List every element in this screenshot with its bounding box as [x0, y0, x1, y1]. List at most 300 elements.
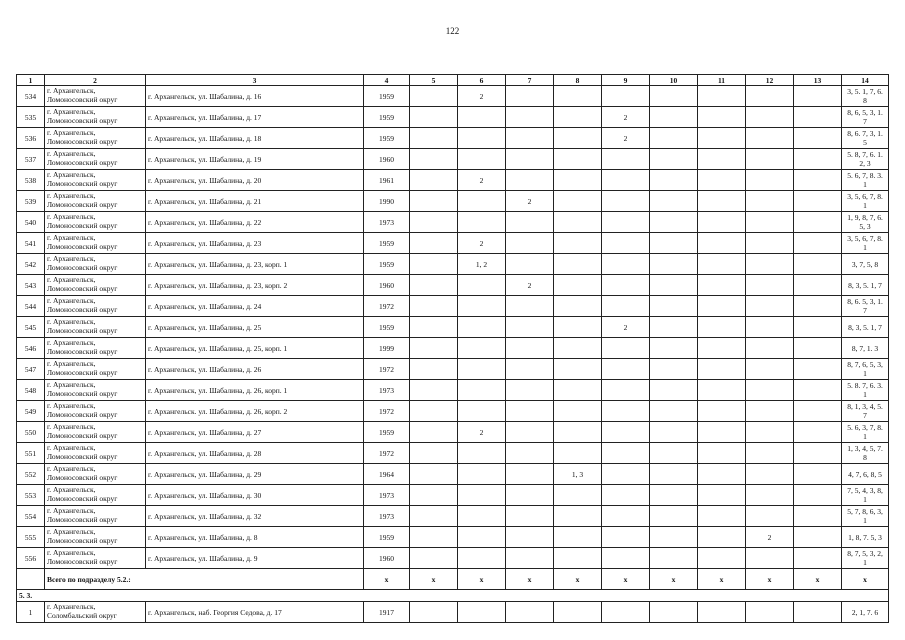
year-cell: 1959 — [364, 107, 410, 128]
col6-cell — [458, 380, 506, 401]
col10-cell — [650, 338, 698, 359]
col10-cell — [650, 191, 698, 212]
column-header-9: 9 — [602, 75, 650, 86]
codes-cell: 8, 7, 6, 5, 3, 1 — [842, 359, 889, 380]
col6-cell — [458, 359, 506, 380]
table-row — [17, 128, 889, 149]
column-header-11: 11 — [698, 75, 746, 86]
col13-cell — [794, 233, 842, 254]
codes-cell: 8, 6. 5, 3, 1. 7 — [842, 296, 889, 317]
col7-cell — [506, 107, 554, 128]
col12-cell — [746, 359, 794, 380]
col6-cell — [458, 443, 506, 464]
total-empty-cell — [17, 569, 45, 590]
col5-cell — [410, 602, 458, 623]
section-row — [17, 590, 889, 602]
table-row — [17, 602, 889, 623]
codes-cell: 3, 7, 5, 8 — [842, 254, 889, 275]
address-cell: г. Архангельск, ул. Шабалина, д. 25 — [146, 317, 364, 338]
col11-cell — [698, 464, 746, 485]
col8-cell — [554, 275, 602, 296]
total-value: x — [698, 569, 746, 590]
registry-table — [16, 74, 889, 623]
district-cell: г. Архангельск, Ломоносовский округ — [45, 275, 146, 296]
column-header-6: 6 — [458, 75, 506, 86]
row-number: 550 — [17, 422, 45, 443]
col11-cell — [698, 548, 746, 569]
col8-cell — [554, 401, 602, 422]
col7-cell — [506, 443, 554, 464]
col9-cell — [602, 464, 650, 485]
col9-cell — [602, 548, 650, 569]
col9-cell — [602, 401, 650, 422]
year-cell: 1959 — [364, 527, 410, 548]
col9-cell — [602, 212, 650, 233]
col5-cell — [410, 170, 458, 191]
total-value: x — [506, 569, 554, 590]
col8-cell — [554, 548, 602, 569]
year-cell: 1964 — [364, 464, 410, 485]
year-cell: 1972 — [364, 443, 410, 464]
col10-cell — [650, 485, 698, 506]
table-row — [17, 233, 889, 254]
col13-cell — [794, 191, 842, 212]
col13-cell — [794, 485, 842, 506]
col6-cell — [458, 464, 506, 485]
col9-cell — [602, 254, 650, 275]
col9-cell: 2 — [602, 128, 650, 149]
address-cell: г. Архангельск, ул. Шабалина, д. 26 — [146, 359, 364, 380]
address-cell: г. Архангельск, ул. Шабалина, д. 24 — [146, 296, 364, 317]
col5-cell — [410, 506, 458, 527]
col6-cell — [458, 275, 506, 296]
year-cell: 1973 — [364, 380, 410, 401]
col8-cell — [554, 359, 602, 380]
row-number: 543 — [17, 275, 45, 296]
col10-cell — [650, 107, 698, 128]
col12-cell — [746, 317, 794, 338]
col10-cell — [650, 275, 698, 296]
col12-cell — [746, 170, 794, 191]
col12-cell — [746, 401, 794, 422]
address-cell: г. Архангельск, ул. Шабалина, д. 28 — [146, 443, 364, 464]
col5-cell — [410, 317, 458, 338]
col12-cell — [746, 233, 794, 254]
codes-cell: 8, 7, 1. 3 — [842, 338, 889, 359]
table-row — [17, 170, 889, 191]
col6-cell — [458, 149, 506, 170]
address-cell: г. Архангельск, наб. Георгия Седова, д. 17 — [146, 602, 364, 623]
col11-cell — [698, 443, 746, 464]
row-number: 551 — [17, 443, 45, 464]
col10-cell — [650, 464, 698, 485]
col5-cell — [410, 212, 458, 233]
row-number: 536 — [17, 128, 45, 149]
year-cell: 1960 — [364, 548, 410, 569]
col9-cell — [602, 506, 650, 527]
column-header-5: 5 — [410, 75, 458, 86]
col9-cell: 2 — [602, 317, 650, 338]
col6-cell: 2 — [458, 422, 506, 443]
address-cell: г. Архангельск, ул. Шабалина, д. 29 — [146, 464, 364, 485]
col12-cell — [746, 107, 794, 128]
col10-cell — [650, 170, 698, 191]
col11-cell — [698, 128, 746, 149]
row-number: 1 — [17, 602, 45, 623]
col10-cell — [650, 86, 698, 107]
col10-cell — [650, 296, 698, 317]
district-cell: г. Архангельск, Ломоносовский округ — [45, 380, 146, 401]
col10-cell — [650, 548, 698, 569]
col13-cell — [794, 212, 842, 233]
district-cell: г. Архангельск, Ломоносовский округ — [45, 443, 146, 464]
district-cell: г. Архангельск, Ломоносовский округ — [45, 233, 146, 254]
year-cell: 1972 — [364, 401, 410, 422]
table-row — [17, 107, 889, 128]
table-row — [17, 86, 889, 107]
year-cell: 1959 — [364, 317, 410, 338]
district-cell: г. Архангельск, Ломоносовский округ — [45, 548, 146, 569]
col6-cell — [458, 485, 506, 506]
col7-cell — [506, 380, 554, 401]
district-cell: г. Архангельск, Ломоносовский округ — [45, 170, 146, 191]
col7-cell: 2 — [506, 275, 554, 296]
district-cell: г. Архангельск, Ломоносовский округ — [45, 464, 146, 485]
district-cell: г. Архангельск, Ломоносовский округ — [45, 254, 146, 275]
codes-cell: 8, 7, 5, 3, 2, 1 — [842, 548, 889, 569]
table-row — [17, 527, 889, 548]
address-cell: г. Архангельск, ул. Шабалина, д. 30 — [146, 485, 364, 506]
col7-cell — [506, 359, 554, 380]
address-cell: г. Архангельск, ул. Шабалина, д. 16 — [146, 86, 364, 107]
col10-cell — [650, 128, 698, 149]
total-value: x — [602, 569, 650, 590]
col12-cell — [746, 422, 794, 443]
col13-cell — [794, 548, 842, 569]
year-cell: 1960 — [364, 149, 410, 170]
col11-cell — [698, 422, 746, 443]
table-row — [17, 296, 889, 317]
codes-cell: 3, 5, 6, 7, 8. 1 — [842, 191, 889, 212]
col10-cell — [650, 506, 698, 527]
total-value: x — [842, 569, 889, 590]
col7-cell — [506, 548, 554, 569]
col11-cell — [698, 380, 746, 401]
col9-cell — [602, 602, 650, 623]
col7-cell — [506, 149, 554, 170]
col5-cell — [410, 527, 458, 548]
col6-cell — [458, 506, 506, 527]
col8-cell — [554, 296, 602, 317]
col10-cell — [650, 254, 698, 275]
col5-cell — [410, 233, 458, 254]
col11-cell — [698, 212, 746, 233]
col7-cell — [506, 527, 554, 548]
col6-cell — [458, 527, 506, 548]
codes-cell: 3, 5. 1, 7, 6. 8 — [842, 86, 889, 107]
district-cell: г. Архангельск, Ломоносовский округ — [45, 212, 146, 233]
col10-cell — [650, 317, 698, 338]
row-number: 553 — [17, 485, 45, 506]
col10-cell — [650, 380, 698, 401]
col9-cell — [602, 380, 650, 401]
col11-cell — [698, 170, 746, 191]
col11-cell — [698, 317, 746, 338]
header-row — [17, 75, 889, 86]
table-row — [17, 191, 889, 212]
year-cell: 1973 — [364, 506, 410, 527]
col11-cell — [698, 107, 746, 128]
col11-cell — [698, 149, 746, 170]
col10-cell — [650, 422, 698, 443]
table-row — [17, 464, 889, 485]
codes-cell: 8, 6, 5, 3, 1. 7 — [842, 107, 889, 128]
col6-cell: 2 — [458, 170, 506, 191]
district-cell: г. Архангельск, Соломбальский округ — [45, 602, 146, 623]
col12-cell — [746, 254, 794, 275]
col7-cell — [506, 602, 554, 623]
address-cell: г. Архангельск, ул. Шабалина, д. 22 — [146, 212, 364, 233]
district-cell: г. Архангельск, Ломоносовский округ — [45, 107, 146, 128]
col11-cell — [698, 338, 746, 359]
column-header-12: 12 — [746, 75, 794, 86]
total-value: x — [794, 569, 842, 590]
col6-cell: 2 — [458, 86, 506, 107]
total-value: x — [650, 569, 698, 590]
table-row — [17, 275, 889, 296]
district-cell: г. Архангельск, Ломоносовский округ — [45, 149, 146, 170]
codes-cell: 4, 7, 6, 8, 5 — [842, 464, 889, 485]
table-row — [17, 359, 889, 380]
district-cell: г. Архангельск, Ломоносовский округ — [45, 317, 146, 338]
col8-cell — [554, 170, 602, 191]
col5-cell — [410, 380, 458, 401]
col9-cell — [602, 443, 650, 464]
year-cell: 1959 — [364, 233, 410, 254]
address-cell: г. Архангельск, ул. Шабалина, д. 23, корп. 1 — [146, 254, 364, 275]
col8-cell — [554, 317, 602, 338]
col9-cell — [602, 527, 650, 548]
year-cell: 1961 — [364, 170, 410, 191]
col8-cell — [554, 602, 602, 623]
col5-cell — [410, 485, 458, 506]
codes-cell: 1, 3, 4, 5, 7. 8 — [842, 443, 889, 464]
col12-cell — [746, 275, 794, 296]
address-cell: г. Архангельск, ул. Шабалина, д. 27 — [146, 422, 364, 443]
address-cell: г. Архангельск, ул. Шабалина, д. 20 — [146, 170, 364, 191]
col6-cell — [458, 191, 506, 212]
col7-cell — [506, 317, 554, 338]
column-header-1: 1 — [17, 75, 45, 86]
codes-cell: 5. 8, 7, 6. 1. 2, 3 — [842, 149, 889, 170]
col5-cell — [410, 548, 458, 569]
column-header-4: 4 — [364, 75, 410, 86]
codes-cell: 5. 8. 7, 6. 3. 1 — [842, 380, 889, 401]
district-cell: г. Архангельск, Ломоносовский округ — [45, 401, 146, 422]
col6-cell — [458, 317, 506, 338]
codes-cell: 5, 7, 8, 6, 3, 1 — [842, 506, 889, 527]
col11-cell — [698, 191, 746, 212]
address-cell: г. Архангельск, ул. Шабалина, д. 19 — [146, 149, 364, 170]
col12-cell — [746, 128, 794, 149]
district-cell: г. Архангельск, Ломоносовский округ — [45, 506, 146, 527]
col6-cell — [458, 338, 506, 359]
year-cell: 1972 — [364, 359, 410, 380]
col12-cell — [746, 602, 794, 623]
district-cell: г. Архангельск, Ломоносовский округ — [45, 422, 146, 443]
col8-cell — [554, 233, 602, 254]
col13-cell — [794, 359, 842, 380]
row-number: 534 — [17, 86, 45, 107]
col12-cell — [746, 149, 794, 170]
codes-cell: 8, 1, 3, 4, 5. 7 — [842, 401, 889, 422]
col13-cell — [794, 275, 842, 296]
district-cell: г. Архангельск, Ломоносовский округ — [45, 191, 146, 212]
col7-cell — [506, 128, 554, 149]
row-number: 555 — [17, 527, 45, 548]
col12-cell — [746, 296, 794, 317]
col6-cell — [458, 548, 506, 569]
codes-cell: 8, 3, 5. 1, 7 — [842, 317, 889, 338]
col6-cell — [458, 602, 506, 623]
col9-cell — [602, 422, 650, 443]
col10-cell — [650, 212, 698, 233]
year-cell: 1959 — [364, 422, 410, 443]
col7-cell — [506, 506, 554, 527]
year-cell: 1959 — [364, 86, 410, 107]
row-number: 540 — [17, 212, 45, 233]
col5-cell — [410, 191, 458, 212]
codes-cell: 5. 6, 3, 7, 8. 1 — [842, 422, 889, 443]
col11-cell — [698, 296, 746, 317]
district-cell: г. Архангельск, Ломоносовский округ — [45, 296, 146, 317]
col8-cell — [554, 86, 602, 107]
col6-cell: 1, 2 — [458, 254, 506, 275]
district-cell: г. Архангельск, Ломоносовский округ — [45, 527, 146, 548]
page-number: 122 — [445, 26, 460, 36]
col10-cell — [650, 149, 698, 170]
col8-cell — [554, 338, 602, 359]
col13-cell — [794, 602, 842, 623]
total-value: x — [364, 569, 410, 590]
year-cell: 1959 — [364, 254, 410, 275]
col9-cell — [602, 191, 650, 212]
col5-cell — [410, 443, 458, 464]
codes-cell: 7, 5, 4, 3, 8, 1 — [842, 485, 889, 506]
col12-cell — [746, 380, 794, 401]
total-value: x — [746, 569, 794, 590]
year-cell: 1973 — [364, 485, 410, 506]
year-cell: 1990 — [364, 191, 410, 212]
year-cell: 1917 — [364, 602, 410, 623]
address-cell: г. Архангельск. ул. Шабалина, д. 26, корп. 2 — [146, 401, 364, 422]
col7-cell — [506, 401, 554, 422]
total-label: Всего по подразделу 5.2.: — [45, 569, 364, 590]
col10-cell — [650, 359, 698, 380]
col8-cell — [554, 128, 602, 149]
col13-cell — [794, 506, 842, 527]
column-header-7: 7 — [506, 75, 554, 86]
col7-cell — [506, 233, 554, 254]
address-cell: г. Архангельск, ул. Шабалина, д. 21 — [146, 191, 364, 212]
row-number: 539 — [17, 191, 45, 212]
col13-cell — [794, 254, 842, 275]
row-number: 538 — [17, 170, 45, 191]
table-row — [17, 212, 889, 233]
col7-cell — [506, 254, 554, 275]
col10-cell — [650, 443, 698, 464]
col12-cell — [746, 464, 794, 485]
col5-cell — [410, 149, 458, 170]
col6-cell — [458, 107, 506, 128]
codes-cell: 1, 9, 8, 7, 6. 5, 3 — [842, 212, 889, 233]
col12-cell — [746, 191, 794, 212]
column-header-3: 3 — [146, 75, 364, 86]
district-cell: г. Архангельск, Ломоносовский округ — [45, 86, 146, 107]
col12-cell — [746, 86, 794, 107]
row-number: 541 — [17, 233, 45, 254]
col5-cell — [410, 464, 458, 485]
col9-cell: 2 — [602, 107, 650, 128]
col9-cell — [602, 296, 650, 317]
total-row — [17, 569, 889, 590]
col11-cell — [698, 485, 746, 506]
table-row — [17, 254, 889, 275]
address-cell: г. Архангельск, ул. Шабалина, д. 23, корп. 2 — [146, 275, 364, 296]
col6-cell — [458, 296, 506, 317]
row-number: 546 — [17, 338, 45, 359]
codes-cell: 8, 3, 5. 1, 7 — [842, 275, 889, 296]
col8-cell — [554, 380, 602, 401]
row-number: 537 — [17, 149, 45, 170]
col12-cell — [746, 443, 794, 464]
col7-cell — [506, 212, 554, 233]
col8-cell: 1, 3 — [554, 464, 602, 485]
col5-cell — [410, 401, 458, 422]
col11-cell — [698, 254, 746, 275]
address-cell: г. Архангельск, ул. Шабалина, д. 9 — [146, 548, 364, 569]
table-row — [17, 485, 889, 506]
col13-cell — [794, 401, 842, 422]
col13-cell — [794, 464, 842, 485]
table-body — [17, 86, 889, 623]
district-cell: г. Архангельск, Ломоносовский округ — [45, 128, 146, 149]
row-number: 549 — [17, 401, 45, 422]
col8-cell — [554, 443, 602, 464]
col7-cell: 2 — [506, 191, 554, 212]
address-cell: г. Архангельск, ул. Шабалина, д. 32 — [146, 506, 364, 527]
col11-cell — [698, 275, 746, 296]
address-cell: г. Архангельск, ул. Шабалина, д. 8 — [146, 527, 364, 548]
address-cell: г. Архангельск, ул. Шабалина, д. 18 — [146, 128, 364, 149]
col9-cell — [602, 233, 650, 254]
col13-cell — [794, 443, 842, 464]
col8-cell — [554, 506, 602, 527]
col5-cell — [410, 86, 458, 107]
table-row — [17, 443, 889, 464]
col8-cell — [554, 485, 602, 506]
col9-cell — [602, 86, 650, 107]
row-number: 547 — [17, 359, 45, 380]
col12-cell: 2 — [746, 527, 794, 548]
col13-cell — [794, 296, 842, 317]
address-cell: г. Архангельск, ул. Шабалина, д. 26, корп. 1 — [146, 380, 364, 401]
col7-cell — [506, 296, 554, 317]
col6-cell: 2 — [458, 233, 506, 254]
col12-cell — [746, 485, 794, 506]
col13-cell — [794, 170, 842, 191]
col12-cell — [746, 506, 794, 527]
